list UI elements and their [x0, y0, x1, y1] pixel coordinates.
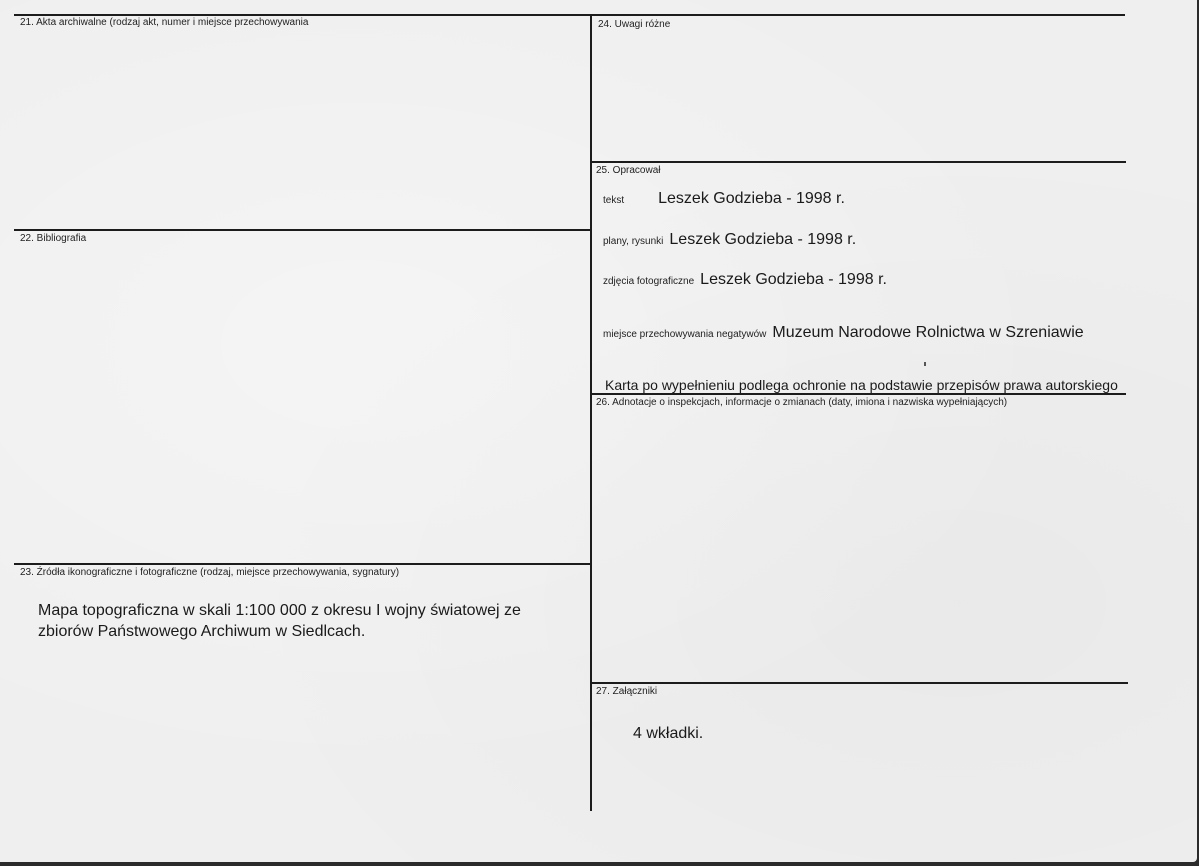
section-23-text [38, 600, 521, 642]
divider-21-22 [14, 229, 591, 231]
divider-24-25 [591, 161, 1126, 163]
author-plans-row [603, 231, 856, 249]
divider-22-23 [14, 563, 591, 565]
author-text-label: tekst [603, 195, 625, 206]
negatives-location-label: miejsce przechowywania negatywów [603, 329, 767, 340]
section-25-label: 25. Opracował [596, 165, 661, 176]
section-21-label: 21. Akta archiwalne (rodzaj akt, numer i miejsce przechowywania [20, 17, 309, 28]
section-26-label: 26. Adnotacje o inspekcjach, informacje o zmianach (daty, imiona i nazwiska wypełniających) [596, 397, 1008, 408]
author-text-value: Leszek Godzieba - 1998 r. [658, 190, 845, 207]
copyright-notice: Karta po wypełnieniu podlega ochronie na podstawie przepisów prawa autorskiego [605, 377, 1118, 393]
author-plans-label: plany, rysunki [603, 236, 664, 247]
negatives-location-row [603, 324, 1084, 342]
negatives-location-value: Muzeum Narodowe Rolnictwa w Szreniawie [772, 324, 1084, 341]
section-23-line-1: Mapa topograficzna w skali 1:100 000 z okresu I wojny światowej ze [38, 602, 521, 619]
author-text-row [603, 190, 845, 208]
center-divider-line [590, 14, 592, 811]
section-27-label: 27. Załączniki [596, 686, 658, 697]
attachments-value: 4 wkładki. [633, 725, 704, 742]
section-22-label: 22. Bibliografia [20, 233, 87, 244]
divider-25-26 [591, 393, 1126, 395]
section-23-line-2: zbiorów Państwowego Archiwum w Siedlcach. [38, 623, 366, 640]
section-24-label: 24. Uwagi różne [598, 19, 671, 30]
author-photos-value: Leszek Godzieba - 1998 r. [700, 271, 887, 288]
section-23-label: 23. Źródła ikonograficzne i fotograficzne (rodzaj, miejsce przechowywania, sygnatury) [20, 567, 400, 578]
stray-mark [924, 362, 926, 366]
author-photos-label: zdjęcia fotograficzne [603, 276, 695, 287]
top-border-line [14, 14, 1125, 16]
author-photos-row [603, 271, 887, 289]
author-plans-value: Leszek Godzieba - 1998 r. [669, 231, 857, 248]
divider-26-27 [591, 682, 1128, 684]
